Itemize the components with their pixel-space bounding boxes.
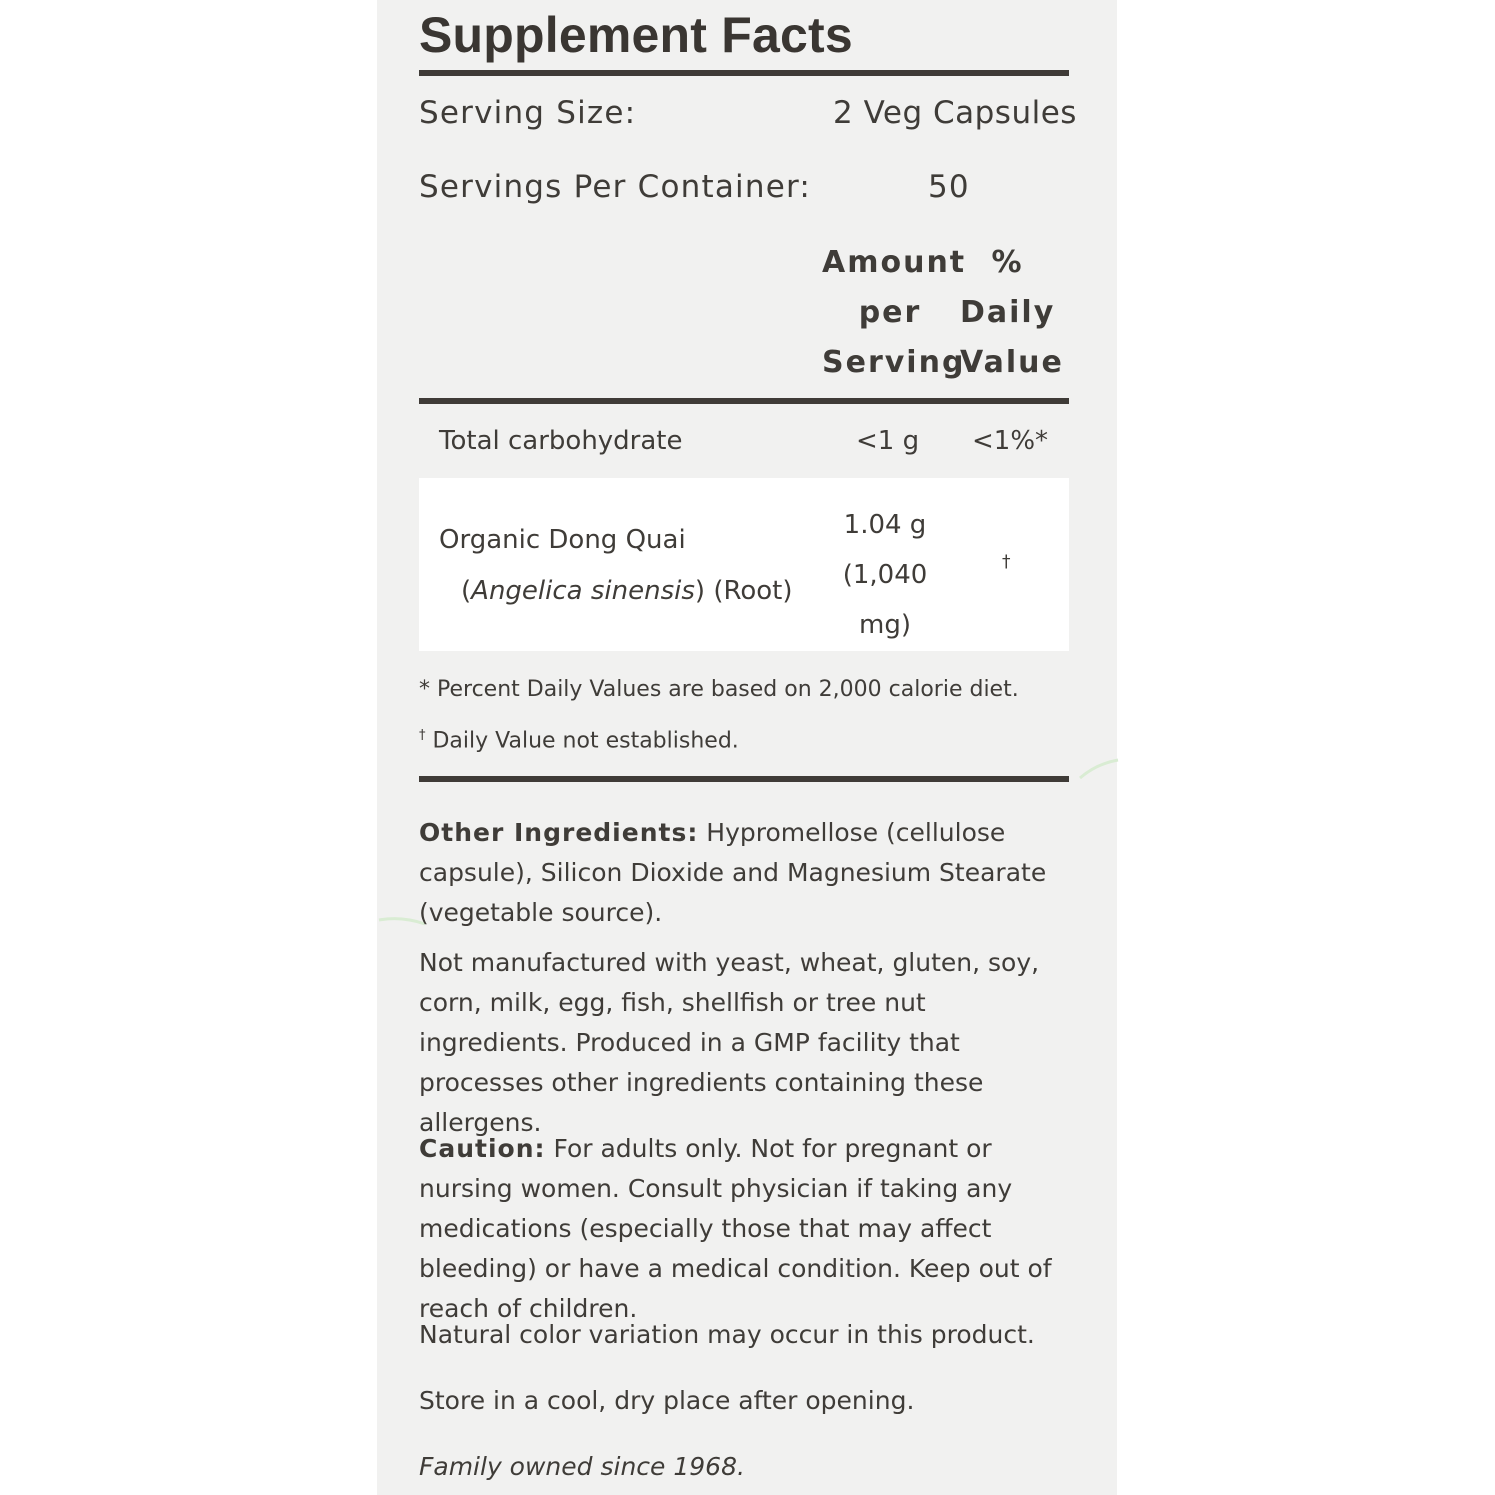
header-rule [419,398,1069,404]
color-variation-note: Natural color variation may occur in this product. [419,1320,1035,1349]
family-owned-note: Family owned since 1968. [419,1452,745,1481]
row-dv-carbohydrate: <1%* [972,426,1049,456]
decorative-stroke [1078,756,1120,782]
dagger-text: Daily Value not established. [425,728,739,754]
header-line: Serving [822,345,966,380]
row-amount-carbohydrate: <1 g [856,426,920,456]
row-name-dong-quai: Organic Dong Quai [439,525,686,555]
header-line: Value [960,345,1064,380]
serving-size-value: 2 Veg Capsules [833,95,1077,131]
table-row-dong-quai [419,478,1069,651]
header-line: % [991,245,1024,280]
latin-name: Angelica sinensis [471,576,695,606]
other-ingredients-label: Other Ingredients: [419,818,699,847]
caution-label: Caution: [419,1134,546,1163]
serving-size-label: Serving Size: [419,95,637,131]
row-name-dong-quai-latin: (Angelica sinensis) (Root) [461,576,793,606]
storage-note: Store in a cool, dry place after opening. [419,1386,915,1415]
footnote-rule [419,776,1069,782]
row-dv-dong-quai: † [1002,552,1011,572]
plant-part: (Root) [705,576,793,606]
footnote-percent-daily: * Percent Daily Values are based on 2,000 calorie diet. [419,677,1019,702]
other-ingredients [419,813,1069,933]
caution-statement [419,1129,1069,1329]
dagger-mark: † [419,728,426,743]
allergen-statement: Not manufactured with yeast, wheat, gluten, soy, corn, milk, egg, fish, shellfish or tree nut ingredients. Produced in a GMP facility that processes other ingredients containing these allergens. [419,948,1040,1137]
panel-title: Supplement Facts [419,7,853,63]
daily-value-header [960,238,1064,388]
row-name-carbohydrate: Total carbohydrate [439,426,683,456]
footnote-dagger [419,728,739,753]
amount-line: (1,040 [842,560,928,590]
title-rule [419,70,1069,76]
amount-line: 1.04 g [843,510,927,540]
other-ingredients-text: Hypromellose (cellulose capsule), Silicon Dioxide and Magnesium Stearate (vegetable source). [419,818,1047,927]
servings-per-container-value: 50 [928,169,970,205]
amount-line: mg) [859,610,911,640]
amount-per-serving-header [822,238,967,388]
servings-per-container-label: Servings Per Container: [419,169,812,205]
caution-text: For adults only. Not for pregnant or nursing women. Consult physician if taking any medications (especially those that may affect bleeding) or have a medical condition. Keep out of reach of children. [419,1134,1052,1323]
header-line: Daily [960,295,1056,330]
header-line: per [858,295,922,330]
row-amount-dong-quai [822,500,948,650]
header-line: Amount [822,245,967,280]
